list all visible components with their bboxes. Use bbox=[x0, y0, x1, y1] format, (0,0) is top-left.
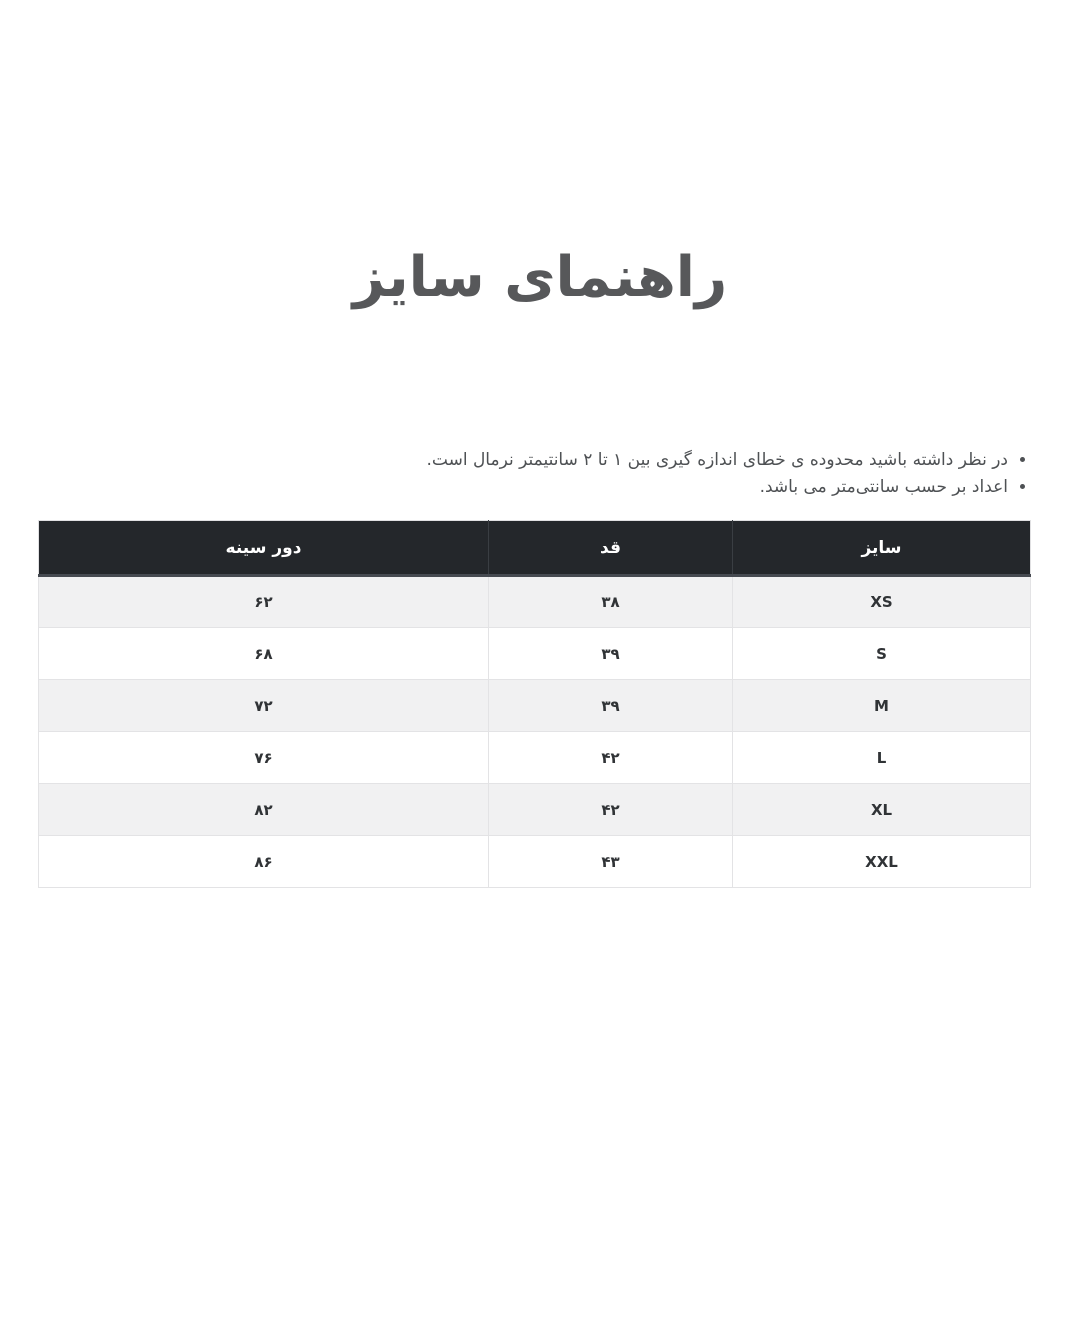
table-header-row bbox=[39, 521, 1031, 576]
size-cell: XS bbox=[733, 576, 1031, 628]
chest-cell: ۶۸ bbox=[39, 628, 489, 680]
height-cell: ۳۹ bbox=[489, 628, 733, 680]
column-header-size: سایز bbox=[733, 521, 1031, 576]
chest-cell: ۷۲ bbox=[39, 680, 489, 732]
page-title: راهنمای سایز bbox=[352, 245, 728, 310]
chest-cell: ۷۶ bbox=[39, 732, 489, 784]
size-table bbox=[38, 520, 1031, 888]
table-row-xxl bbox=[39, 836, 1031, 888]
height-cell: ۴۲ bbox=[489, 732, 733, 784]
height-cell: ۳۹ bbox=[489, 680, 733, 732]
chest-cell: ۶۲ bbox=[39, 576, 489, 628]
column-header-height: قد bbox=[489, 521, 733, 576]
notes-list bbox=[38, 447, 1030, 501]
chest-cell: ۸۲ bbox=[39, 784, 489, 836]
table-row-xs bbox=[39, 576, 1031, 628]
size-cell: XL bbox=[733, 784, 1031, 836]
chest-cell: ۸۶ bbox=[39, 836, 489, 888]
table-row-l bbox=[39, 732, 1031, 784]
height-cell: ۳۸ bbox=[489, 576, 733, 628]
size-cell: L bbox=[733, 732, 1031, 784]
height-cell: ۴۲ bbox=[489, 784, 733, 836]
column-header-chest: دور سینه bbox=[39, 521, 489, 576]
height-cell: ۴۳ bbox=[489, 836, 733, 888]
size-cell: S bbox=[733, 628, 1031, 680]
note-item-units: • اعداد بر حسب سانتی‌متر می باشد. bbox=[38, 474, 1008, 500]
table-row-xl bbox=[39, 784, 1031, 836]
table-row-m bbox=[39, 680, 1031, 732]
note-item-measurement-error: • در نظر داشته باشید محدوده ی خطای اندازه گیری بین ۱ تا ۲ سانتیمتر نرمال است. bbox=[38, 447, 1008, 473]
size-cell: XXL bbox=[733, 836, 1031, 888]
table-row-s bbox=[39, 628, 1031, 680]
size-cell: M bbox=[733, 680, 1031, 732]
